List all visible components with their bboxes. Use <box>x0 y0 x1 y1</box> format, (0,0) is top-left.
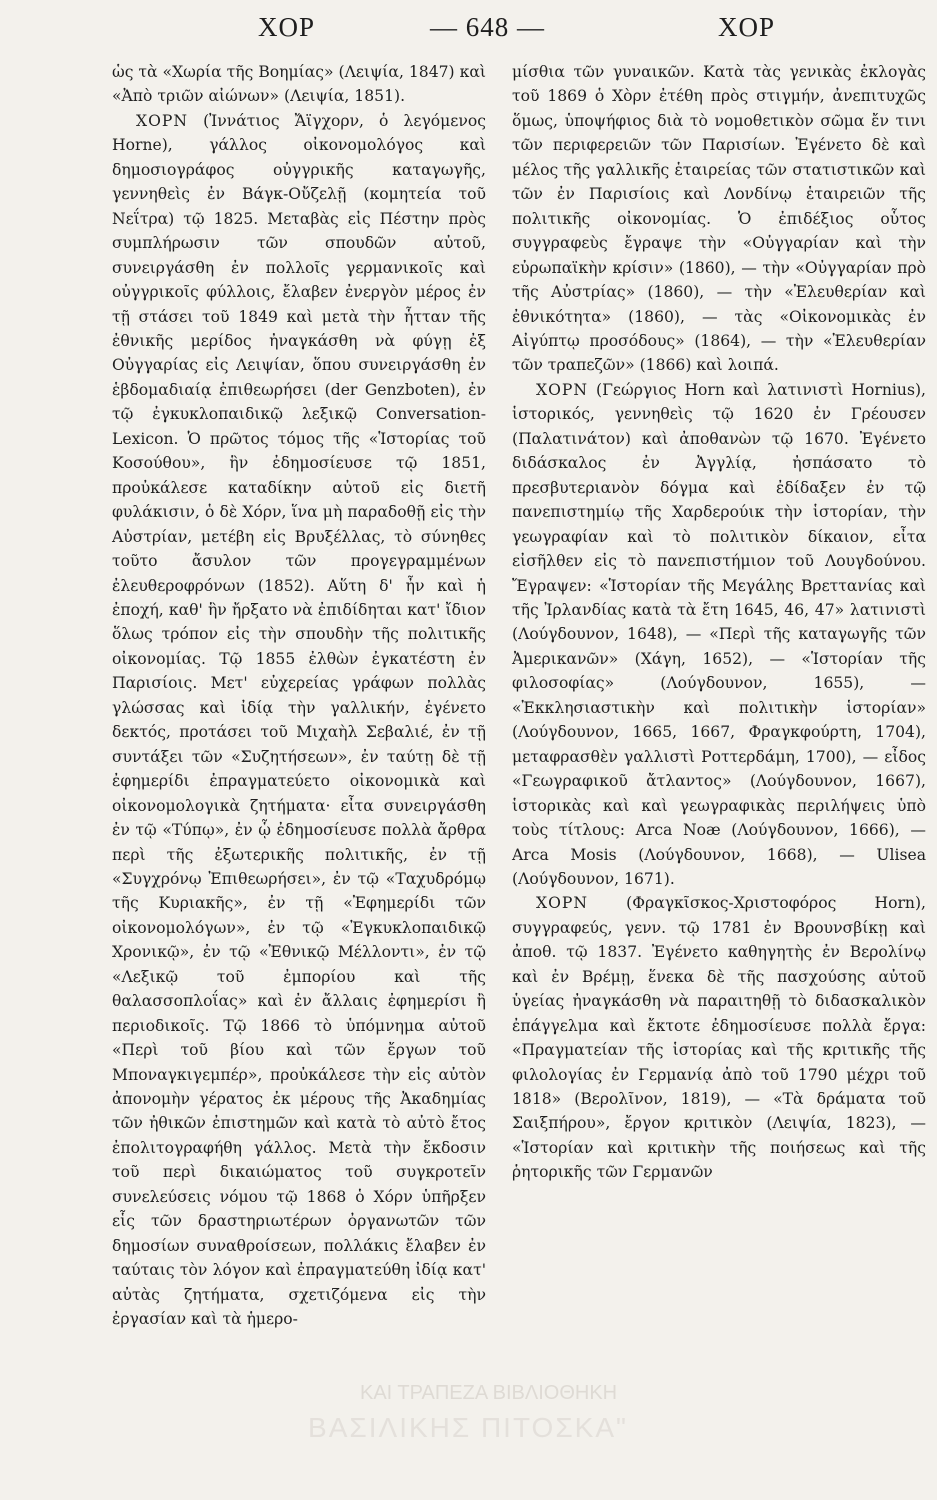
right-column <box>512 60 926 1185</box>
header-left-guide-word: ΧΟΡ <box>258 12 316 42</box>
dictionary-entry <box>512 378 926 892</box>
entry-text: (Ἰννάτιος Ἄϊγχορν, ὁ λεγόμενος Horne), γάλλος οἰκονομολόγος καὶ δημοσιογράφος οὐγγρικῆς καταγωγῆς, γεννηθεὶς ἐν Βάγκ-Οὔζελῇ (κομητεία τοῦ Νεΐτρα) τῷ 1825. Μεταβὰς εἰς Πέστην πρὸς συμπλήρωσιν τῶν σπουδῶν αὐτοῦ, συνειργάσθη ἐν πολλοῖς γερμανικοῖς καὶ οὐγγρικοῖς φύλλοις, ἔλαβεν ἐνεργὸν μέρος ἐν τῇ στάσει τοῦ 1849 καὶ μετὰ τὴν ἧτταν τῆς ἐθνικῆς μερίδος ἠναγκάσθη νὰ φύγῃ ἐξ Οὐγγαρίας εἰς Λειψίαν, ὅπου συνειργάσθη ἐν ἑβδομαδιαίᾳ ἐπιθεωρήσει (der Genzboten), ἐν τῷ ἐγκυκλοπαιδικῷ λεξικῷ Conversation-Lexicon. Ὁ πρῶτος τόμος τῆς «Ἱστορίας τοῦ Κοσούθου», ἣν ἐδημοσίευσε τῷ 1851, προὐκάλεσε καταδίκην αὐτοῦ εἰς διετῆ φυλάκισιν, ὁ δὲ Χόρν, ἵνα μὴ παραδοθῇ εἰς τὴν Αὐστρίαν, μετέβη εἰς Βρυξέλλας, τὸ σύνηθες τοῦτο ἄσυλον τῶν προγεγραμμένων ἐλευθεροφρόνων (1852). Αὕτη δ' ἦν καὶ ἡ ἐποχή, καθ' ἣν ἤρξατο νὰ ἐπιδίδηται κατ' ἴδιον ὅλως τρόπον εἰς τὴν σπουδὴν τῆς πολιτικῆς οἰκονομίας. Τῷ 1855 ἐλθὼν ἐγκατέστη ἐν Παρισίοις. Μετ' εὐχερείας γράφων πολλὰς γλώσσας καὶ ἰδίᾳ τὴν γαλλικήν, ἐγένετο δεκτός, προτάσει τοῦ Μιχαὴλ Σεβαλιέ, ἐν τῇ συντάξει τῶν «Συζητήσεων», ἐν ταύτῃ δὲ τῇ ἐφημερίδι ἐπραγματεύετο οἰκονομικὰ καὶ οἰκονομολογικὰ ζητήματα· εἶτα συνειργάσθη ἐν τῷ «Τύπῳ», ἐν ᾧ ἐδημοσίευσε πολλὰ ἄρθρα περὶ τῆς ἐξωτερικῆς πολιτικῆς, ἐν τῇ «Συγχρόνῳ Ἐπιθεωρήσει», ἐν τῷ «Ταχυδρόμῳ τῆς Κυριακῆς», ἐν τῇ «Ἐφημερίδι τῶν οἰκονομολόγων», ἐν τῷ «Ἐγκυκλοπαιδικῷ Χρονικῷ», ἐν τῷ «Ἐθνικῷ Μέλλοντι», ἐν τῷ «Λεξικῷ τοῦ ἐμπορίου καὶ τῆς θαλασσοπλοΐας» καὶ ἐν ἄλλαις ἐφημερίσι ἢ περιοδικοῖς. Τῷ 1866 τὸ ὑπόμνημα αὐτοῦ «Περὶ τοῦ βίου καὶ τῶν ἔργων τοῦ Μποναγκιγεμπέρ», προὐκάλεσε τὴν εἰς αὐτὸν ἀπονομὴν γέρατος ἐκ μέρους τῆς Ἀκαδημίας τῶν ἠθικῶν ἐπιστημῶν καὶ κατὰ τὸ αὐτὸ ἔτος ἐπολιτογραφήθη γάλλος. Μετὰ τὴν ἔκδοσιν τοῦ περὶ δικαιώματος τοῦ συγκροτεῖν συνελεύσεις νόμου τῷ 1868 ὁ Χόρν ὑπῆρξεν εἷς τῶν δραστηριωτέρων ὀργανωτῶν τῶν δημοσίων συναθροίσεων, πολλάκις ἔλαβεν ἐν ταύταις τὸν λόγον καὶ ἐπραγματεύθη ἰδίᾳ κατ' αὐτὰς ζητήματα, σχετιζόμενα εἰς τὴν ἐργασίαν καὶ τὰ ἡμερο- <box>112 111 486 1329</box>
dictionary-entry <box>512 891 926 1184</box>
entry-headword: ΧΟΡΝ <box>136 111 189 130</box>
paragraph-text: ὡς τὰ «Χωρία τῆς Βοημίας» (Λειψία, 1847) καὶ «Ἀπὸ τριῶν αἰώνων» (Λειψία, 1851). <box>112 63 486 106</box>
library-stamp-line: ΚΑΙ ΤΡΑΠΕΖΑ ΒΙΒΛΙΟΘΗΚΗ <box>360 1382 618 1404</box>
paragraph-text: μίσθια τῶν γυναικῶν. Κατὰ τὰς γενικὰς ἐκλογὰς τοῦ 1869 ὁ Χὸρν ἐτέθη πρὸς στιγμήν, ἀνεπιτυχῶς ὅμως, ὑποψήφιος διὰ τὸ νομοθετικὸν σῶμα ἔν τινι τῶν περιφερειῶν τῶν Παρισίων. Ἐγένετο δὲ καὶ μέλος τῆς γαλλικῆς ἑταιρείας τῶν στατιστικῶν καὶ τῶν ἐν Παρισίοις καὶ Λονδίνῳ ἑταιρειῶν τῆς πολιτικῆς οἰκονομίας. Ὁ ἐπιδέξιος οὗτος συγγραφεὺς ἔγραψε τὴν «Οὐγγαρίαν καὶ τὴν εὐρωπαϊκὴν κρίσιν» (1860), — τὴν «Οὐγγαρίαν πρὸ τῆς Αὐστρίας» (1860), — τὴν «Ἐλευθερίαν καὶ ἐθνικότητα» (1860), — τὰς «Οἰκονομικὰς ἐν Αἰγύπτῳ προσόδους» (1864), — τὴν «Ἐλευθερίαν τῶν τραπεζῶν» (1866) καὶ λοιπά. <box>512 63 926 375</box>
header-right-guide-word: ΧΟΡ <box>718 12 776 42</box>
library-stamp: ΒΑΣΙΛΙΚΗΣ ΠΙΤΟΣΚΑ" <box>308 1412 628 1443</box>
entry-text: (Γεώργιος Horn καὶ λατινιστὶ Hornius), ἱστορικός, γεννηθεὶς τῷ 1620 ἐν Γρέουσεν (Παλατινάτον) καὶ ἀποθανὼν τῷ 1670. Ἐγένετο διδάσκαλος ἐν Ἀγγλίᾳ, ἠσπάσατο τὸ πρεσβυτεριανὸν δόγμα καὶ ἐδίδαξεν ἐν τῷ πανεπιστημίῳ τῆς Χαρδερούικ τὴν ἱστορίαν, τὴν γεωγραφίαν καὶ τὸ πολιτικὸν δίκαιον, εἶτα εἰσῆλθεν εἰς τὸ πανεπιστήμιον τοῦ Λουγδούνου. Ἔγραψεν: «Ἱστορίαν τῆς Μεγάλης Βρεττανίας καὶ τῆς Ἰρλανδίας κατὰ τὰ ἔτη 1645, 46, 47» λατινιστὶ (Λούγδουνον, 1648), — «Περὶ τῆς καταγωγῆς τῶν Ἀμερικανῶν» (Χάγη, 1652), — «Ἱστορίαν τῆς φιλοσοφίας» (Λούγδουνον, 1655), — «Ἐκκλησιαστικὴν καὶ πολιτικὴν ἱστορίαν» (Λούγδουνον, 1665, 1667, Φραγκφούρτη, 1704), μεταφρασθὲν γαλλιστὶ Ροττερδάμη, 1700), — εἶδος «Γεωγραφικοῦ ἄτλαντος» (Λούγδουνον, 1667), ἱστορικὰς καὶ καὶ γεωγραφικὰς περιλήψεις ὑπὸ τοὺς τίτλους: Arca Noæ (Λούγδουνον, 1666), — Arca Mosis (Λούγδουνον, 1668), — Ulisea (Λούγδουνον, 1671). <box>512 380 926 888</box>
left-column <box>112 60 486 1332</box>
entry-headword: ΧΟΡΝ <box>536 380 589 399</box>
entry-text: (Φραγκῖσκος-Χριστοφόρος Horn), συγγραφεύς, γενν. τῷ 1781 ἐν Βρουνσβίκῃ καὶ ἀποθ. τῷ 1837. Ἐγένετο καθηγητὴς ἐν Βερολίνῳ καὶ ἐν Βρέμῃ, ἕνεκα δὲ τῆς πασχούσης αὐτοῦ ὑγείας ἠναγκάσθη νὰ παραιτηθῇ τὸ διδασκαλικὸν ἐπάγγελμα καὶ ἔκτοτε ἐδημοσίευσε πολλὰ ἔργα: «Πραγματείαν τῆς ἱστορίας καὶ τῆς κριτικῆς τῆς φιλολογίας ἐν Γερμανίᾳ ἀπὸ τοῦ 1790 μέχρι τοῦ 1818» (Βερολῖνον, 1819), — «Τὰ δράματα τοῦ Σαιξπήρου», ἔργον κριτικὸν (Λειψία, 1823), — «Ἱστορίαν καὶ κριτικὴν τῆς ποιήσεως καὶ τῆς ῥητορικῆς τῶν Γερμανῶν <box>512 894 926 1182</box>
paragraph <box>112 60 486 109</box>
page-number: — 648 — <box>430 12 545 42</box>
dictionary-entry <box>112 109 486 1332</box>
paragraph <box>512 60 926 378</box>
running-header <box>0 12 937 52</box>
entry-headword: ΧΟΡΝ <box>536 894 589 913</box>
